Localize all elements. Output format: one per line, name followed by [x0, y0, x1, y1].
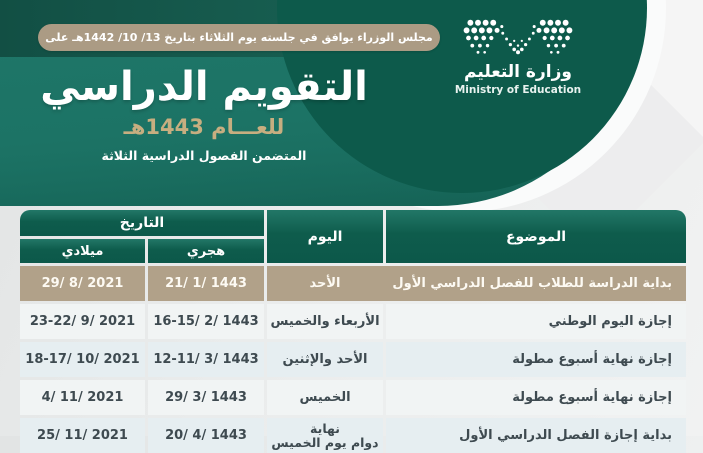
- page-header: [0, 0, 703, 210]
- cell-day: الأحد: [267, 266, 383, 301]
- cell-hijri-date: 20/ 4/ 1443: [148, 418, 264, 453]
- cell-subject: إجازة نهاية أسبوع مطولة: [386, 380, 686, 415]
- cell-hijri-date: 16-15/ 2/ 1443: [148, 304, 264, 339]
- approval-banner: [38, 24, 440, 51]
- year-line: للعـــام 1443هـ: [123, 115, 285, 139]
- column-header-hijri: هجري: [148, 239, 264, 263]
- column-header-day: اليوم: [267, 210, 383, 263]
- cell-day: الأربعاء والخميس: [267, 304, 383, 339]
- cell-day: الأحد والإثنين: [267, 342, 383, 377]
- day-line-1: نهاية: [310, 421, 340, 437]
- cell-subject: بداية الدراسة للطلاب للفصل الدراسي الأول: [378, 266, 686, 301]
- page-subtitle: المتضمن الفصول الدراسية الثلاثة: [101, 148, 307, 163]
- cell-subject: إجازة اليوم الوطني: [386, 304, 686, 339]
- ministry-logo: [438, 18, 598, 96]
- cell-gregorian-date: 23-22/ 9/ 2021: [20, 304, 145, 339]
- cell-gregorian-date: 4/ 11/ 2021: [20, 380, 145, 415]
- cell-subject: بداية إجازة الفصل الدراسي الأول: [386, 418, 686, 453]
- approval-banner-text: مجلس الوزراء يوافق في جلسته يوم الثلاثاء بتاريخ 13/ 10/ 1442هـ على: [45, 31, 433, 44]
- cell-gregorian-date: 25/ 11/ 2021: [20, 418, 145, 453]
- ministry-of-education-dots-icon: [459, 18, 577, 58]
- column-header-gregorian: ميلادي: [20, 239, 145, 263]
- cell-day: الخميس: [267, 380, 383, 415]
- day-line-2: دوام يوم الخميس: [271, 434, 379, 450]
- ministry-name-english: Ministry of Education: [454, 84, 582, 96]
- cell-gregorian-date: 18-17/ 10/ 2021: [20, 342, 145, 377]
- cell-hijri-date: 21/ 1/ 1443: [148, 266, 264, 301]
- cell-day: [267, 418, 383, 453]
- calendar-table: [20, 210, 686, 453]
- cell-hijri-date: 29/ 3/ 1443: [148, 380, 264, 415]
- green-header-panel: [0, 0, 638, 206]
- cell-subject: إجازة نهاية أسبوع مطولة: [386, 342, 686, 377]
- page-title: التقويم الدراسي: [40, 64, 368, 110]
- cell-gregorian-date: 29/ 8/ 2021: [20, 266, 145, 301]
- title-block: [0, 57, 408, 163]
- cell-hijri-date: 12-11/ 3/ 1443: [148, 342, 264, 377]
- ministry-name-arabic: وزارة التعليم: [464, 62, 572, 82]
- column-header-subject: الموضوع: [386, 210, 686, 263]
- column-header-date: التاريخ: [20, 210, 264, 236]
